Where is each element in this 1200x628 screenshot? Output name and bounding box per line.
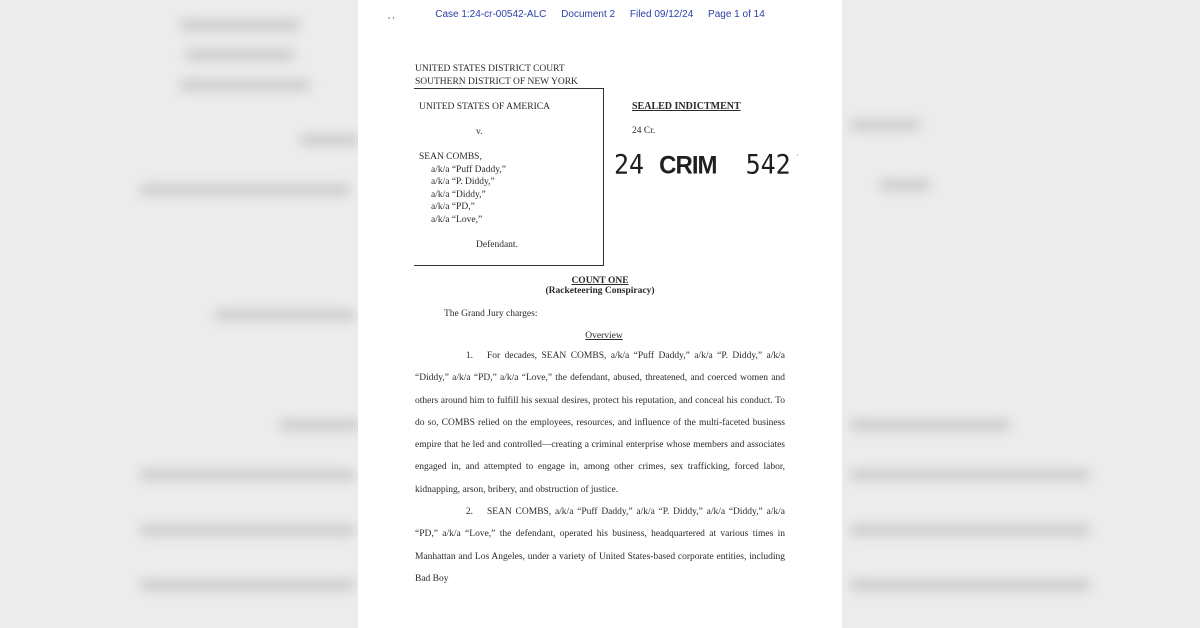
sealed-indictment-title: SEALED INDICTMENT — [632, 101, 741, 112]
paragraph — [415, 501, 785, 590]
grand-jury-charges: The Grand Jury charges: — [444, 309, 538, 319]
filed-date: Filed 09/12/24 — [629, 9, 694, 20]
ecf-header — [358, 9, 842, 20]
blur-line — [300, 135, 360, 145]
blur-line — [850, 420, 1010, 430]
paragraph — [415, 345, 785, 501]
plaintiff: UNITED STATES OF AMERICA — [419, 102, 550, 112]
defendant-name: SEAN COMBS, — [419, 152, 482, 162]
defendant-label: Defendant. — [476, 240, 518, 250]
blur-line — [180, 20, 300, 30]
alias: a/k/a “Puff Daddy,” — [431, 165, 506, 175]
page-marks: , , — [388, 10, 395, 20]
paragraph-text: For decades, SEAN COMBS, a/k/a “Puff Daddy,” a/k/a “P. Diddy,” a/k/a “Diddy,” a/k/a “PD,” a/k/a “Love,” the defendant, abused, threatened, and coerced women and others around him to fulfill his sexual desires, protect his reputation, and conceal his conduct. To do so, COMBS relied on the employees, resources, and influence of the multi-faceted business empire that he led and controlled—creating a criminal enterprise whose members and associates engaged in, and attempted to engage in, among other crimes, sex trafficking, forced labor, kidnapping, arson, bribery, and obstruction of justice. — [415, 351, 785, 495]
blur-line — [215, 310, 355, 320]
blur-line — [140, 580, 355, 590]
stamp-number: 542 — [745, 149, 791, 180]
blur-line — [850, 120, 920, 130]
blur-line — [140, 470, 355, 480]
paragraph-number: 2. — [465, 507, 473, 517]
stamp-mark: · — [796, 151, 799, 160]
stamp-prefix: 24 — [614, 149, 645, 180]
blur-line — [140, 525, 355, 535]
count-title: COUNT ONE — [571, 276, 629, 286]
blur-line — [180, 80, 310, 90]
page-count: Page 1 of 14 — [708, 9, 765, 20]
section-heading: Overview — [585, 331, 623, 341]
cr-number: 24 Cr. — [632, 126, 656, 136]
alias: a/k/a “Diddy,” — [431, 190, 486, 200]
blur-line — [850, 525, 1090, 535]
court-name: UNITED STATES DISTRICT COURT SOUTHERN DISTRICT OF NEW YORK — [415, 64, 578, 87]
blur-line — [185, 50, 295, 60]
blur-line — [140, 185, 350, 195]
alias: a/k/a “PD,” — [431, 202, 475, 212]
document-page — [358, 0, 842, 628]
blur-line — [850, 580, 1090, 590]
paragraph-number: 1. — [465, 351, 473, 361]
blur-line — [880, 180, 930, 190]
alias: a/k/a “P. Diddy,” — [431, 177, 495, 187]
alias: a/k/a “Love,” — [431, 215, 483, 225]
count-subtitle: (Racketeering Conspiracy) — [545, 286, 655, 296]
document-number: Document 2 — [561, 9, 616, 20]
case-number-stamp — [614, 149, 791, 181]
case-number: Case 1:24-cr-00542-ALC — [435, 9, 547, 20]
count-heading — [358, 276, 842, 296]
blur-line — [850, 470, 1090, 480]
versus: v. — [476, 127, 483, 137]
blur-line — [280, 420, 360, 430]
paragraph-text: SEAN COMBS, a/k/a “Puff Daddy,” a/k/a “P. Diddy,” a/k/a “Diddy,” a/k/a “PD,” a/k/a “Love,” the defendant, operated his business, headquartered at various times in Manhattan and Los Angeles, under a variety of United States-based corporate entities, including Bad Boy — [415, 507, 785, 584]
stamp-word: CRIM — [659, 151, 717, 180]
